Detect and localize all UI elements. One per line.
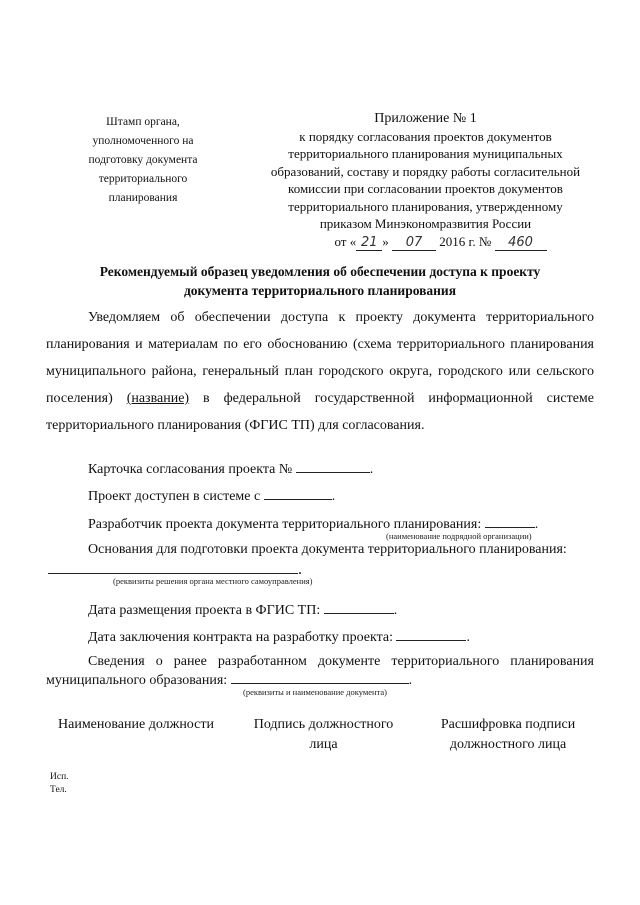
order-number: 460 [495, 235, 547, 251]
grounds-label: Основания для подготовки проекта документа территориального планирования: [88, 542, 567, 557]
heading-line: документа территориального планирования [183, 283, 457, 298]
appendix-line: образований, составу и порядку работы согласительной [270, 163, 581, 179]
appendix-line: к порядку согласования проектов документов [299, 128, 552, 144]
contract-date-field: Дата заключения контракта на разработку проекта: . [88, 630, 470, 645]
stamp-line: планирования [108, 192, 178, 204]
contract-date-label: Дата заключения контракта на разработку проекта: [88, 630, 393, 645]
date-mid: » [382, 233, 389, 249]
placement-date-blank[interactable] [324, 601, 394, 614]
date-year: 2016 г. № [439, 233, 492, 249]
position-label: Наименование должности [58, 717, 214, 732]
phone-label: Тел. [50, 785, 67, 795]
stamp-line: уполномоченного на [92, 135, 194, 147]
decode-label-2: должностного лица [449, 737, 567, 752]
paragraph-text: Уведомляем об обеспечении доступа к проекту документа территориального планирования и материалам по его обоснованию (схема территориального планирования муниципального района, генеральный план городского округа, городского или сельского поселения) [46, 310, 594, 406]
card-number-label: Карточка согласования проекта № [88, 462, 293, 477]
appendix-title: Приложение № 1 [374, 111, 477, 126]
stamp-line: Штамп органа, [106, 116, 180, 128]
available-blank[interactable] [264, 487, 332, 500]
developer-label: Разработчик проекта документа территориального планирования: [88, 517, 482, 532]
appendix-line: приказом Минэкономразвития России [319, 216, 532, 231]
appendix-header [248, 110, 603, 251]
signature-label-1: Подпись должностного [253, 717, 394, 732]
appendix-line: территориального планирования муниципальных [288, 146, 563, 161]
placement-date-field: Дата размещения проекта в ФГИС ТП: . [88, 603, 398, 618]
prior-doc-line-2: муниципального образования: . [46, 673, 413, 688]
signature-label-2: лица [309, 737, 338, 752]
position-column [48, 715, 228, 735]
prior-doc-line-1 [88, 654, 594, 670]
appendix-line: комиссии при согласовании проектов документов [288, 181, 563, 196]
name-placeholder: (название) [126, 391, 190, 406]
prior-doc-text-2: муниципального образования: [46, 673, 228, 688]
contract-date-blank[interactable] [396, 628, 466, 641]
executor-label: Исп. [50, 772, 69, 782]
stamp-block [48, 113, 238, 208]
date-prefix: от « [334, 233, 357, 249]
prior-doc-text-1: Сведения о ранее разработанном документе территориального планирования [88, 654, 594, 669]
available-field: Проект доступен в системе с . [88, 489, 336, 504]
card-number-field: Карточка согласования проекта № . [88, 462, 374, 477]
grounds-blank[interactable] [48, 561, 298, 574]
developer-field: Разработчик проекта документа территориального планирования: . [88, 517, 539, 532]
order-date-line [248, 233, 603, 251]
appendix-line: территориального планирования, утвержденному [288, 198, 563, 214]
grounds-field [88, 542, 567, 558]
prior-doc-note: (реквизиты и наименование документа) [243, 687, 388, 697]
date-day: 21 [356, 235, 382, 251]
grounds-note: (реквизиты решения органа местного самоуправления) [113, 576, 313, 586]
available-label: Проект доступен в системе с [88, 489, 261, 504]
prior-doc-blank[interactable] [231, 671, 409, 684]
decode-label-1: Расшифровка подписи [440, 717, 576, 732]
footer [50, 771, 69, 797]
signature-column [236, 715, 411, 755]
developer-blank[interactable] [485, 515, 535, 528]
card-number-blank[interactable] [296, 460, 370, 473]
developer-note: (наименование подрядной организации) [386, 531, 532, 541]
decode-column [418, 715, 598, 755]
date-month: 07 [392, 235, 436, 251]
document-heading [60, 262, 580, 300]
heading-line: Рекомендуемый образец уведомления об обеспечении доступа к проекту [99, 264, 541, 279]
stamp-line: территориального [98, 173, 188, 185]
paragraph-text-end: в федеральной государственной информационной системе территориального планирования (ФГИС ТП) для согласования. [46, 391, 594, 433]
stamp-line: подготовку документа [88, 154, 198, 166]
grounds-line: . [48, 561, 302, 579]
notification-paragraph [46, 304, 594, 439]
placement-date-label: Дата размещения проекта в ФГИС ТП: [88, 603, 321, 618]
